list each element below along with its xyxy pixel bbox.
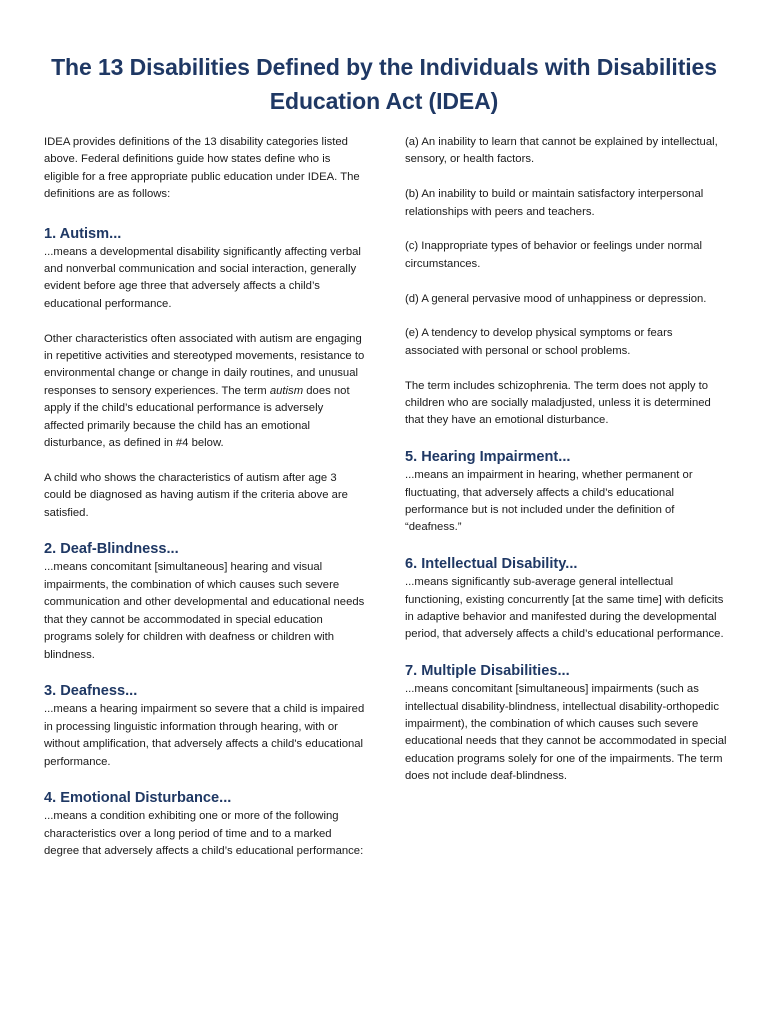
section-deafness xyxy=(44,681,366,771)
section-heading-intellectual-disability: 6. Intellectual Disability... xyxy=(405,556,578,573)
section-multiple-disabilities xyxy=(405,661,727,785)
section-deaf-blindness xyxy=(44,539,366,663)
autism-para2-end: does not apply if the child’s educational performance is adversely affected primarily because the child has an emotional disturbance, as defined in #4 below. xyxy=(44,384,350,450)
page-title: The 13 Disabilities Defined by the Individuals with Disabilities Education Act (IDEA) xyxy=(51,54,717,114)
section-hearing-impairment xyxy=(405,447,727,537)
section-body-intellectual-disability: ...means significantly sub-average general intellectual functioning, existing concurrently [at the same time] with deficits in adaptive behavior and manifested during the developmental period, that adversely affects a child’s educational performance. xyxy=(405,576,724,641)
section-heading-autism: 1. Autism... xyxy=(44,225,122,242)
emotional-criterion-c: (c) Inappropriate types of behavior or feelings under normal circumstances. xyxy=(405,240,703,270)
autism-term-italic: autism xyxy=(269,384,304,397)
emotional-note: The term includes schizophrenia. The term does not apply to children who are socially maladjusted, unless it is determined that they have an emotional disturbance. xyxy=(405,379,711,427)
autism-para2-start: Other characteristics often associated with autism are engaging in repetitive activities and stereotyped movements, resistance to environmental change or change in daily routines, and unusual responses to sensory experiences. The term xyxy=(44,332,365,397)
section-body-emotional-disturbance: ...means a condition exhibiting one or more of the following characteristics over a long period of time and to a marked degree that adversely affects a child’s educational performance: xyxy=(44,810,364,858)
section-heading-deaf-blindness: 2. Deaf-Blindness... xyxy=(44,541,179,558)
autism-characteristics-paragraph xyxy=(44,331,366,453)
emotional-criterion-a: (a) An inability to learn that cannot be explained by intellectual, sensory, or health factors. xyxy=(405,136,718,166)
section-body-hearing-impairment: ...means an impairment in hearing, whether permanent or fluctuating, that adversely affects a child’s educational performance but is not included under the definition of “deafness.” xyxy=(405,469,693,534)
section-body-deaf-blindness: ...means concomitant [simultaneous] hearing and visual impairments, the combination of which causes such severe communication and other developmental and educational needs that they cannot be accommodated in special education programs solely for children with deafness or children with blindness. xyxy=(44,561,365,661)
emotional-criterion-b: (b) An inability to build or maintain satisfactory interpersonal relationships with peers and teachers. xyxy=(405,188,704,218)
section-autism xyxy=(44,224,366,522)
emotional-criterion-d: (d) A general pervasive mood of unhappiness or depression. xyxy=(405,292,707,305)
emotional-criterion-e: (e) A tendency to develop physical symptoms or fears associated with personal or school problems. xyxy=(405,327,673,357)
section-intellectual-disability xyxy=(405,554,727,644)
section-body-autism: ...means a developmental disability significantly affecting verbal and nonverbal communication and social interaction, generally evident before age three that adversely affects a child’s educational performance. xyxy=(44,245,361,310)
section-heading-emotional-disturbance: 4. Emotional Disturbance... xyxy=(44,790,232,807)
section-heading-multiple-disabilities: 7. Multiple Disabilities... xyxy=(405,663,570,680)
section-body-deafness: ...means a hearing impairment so severe that a child is impaired in processing linguistic information through hearing, with or without amplification, that adversely affects a child's educational performance. xyxy=(44,703,365,768)
section-emotional-disturbance xyxy=(44,788,366,860)
left-column xyxy=(44,134,366,861)
autism-age-paragraph: A child who shows the characteristics of autism after age 3 could be diagnosed as having autism if the criteria above are satisfied. xyxy=(44,471,348,519)
section-heading-deafness: 3. Deafness... xyxy=(44,683,138,700)
section-heading-hearing-impairment: 5. Hearing Impairment... xyxy=(405,449,571,466)
section-body-multiple-disabilities: ...means concomitant [simultaneous] impairments (such as intellectual disability-blindness, intellectual disability-orthopedic impairment), the combination of which causes such severe educational needs that they cannot be accommodated in special education programs solely for one of the impairments. The term does not include deaf-blindness. xyxy=(405,683,727,783)
right-column xyxy=(405,134,727,803)
intro-paragraph: IDEA provides definitions of the 13 disability categories listed above. Federal definitions guide how states define who is eligible for a free appropriate public education under IDEA. The definitions are as follows: xyxy=(44,136,360,201)
